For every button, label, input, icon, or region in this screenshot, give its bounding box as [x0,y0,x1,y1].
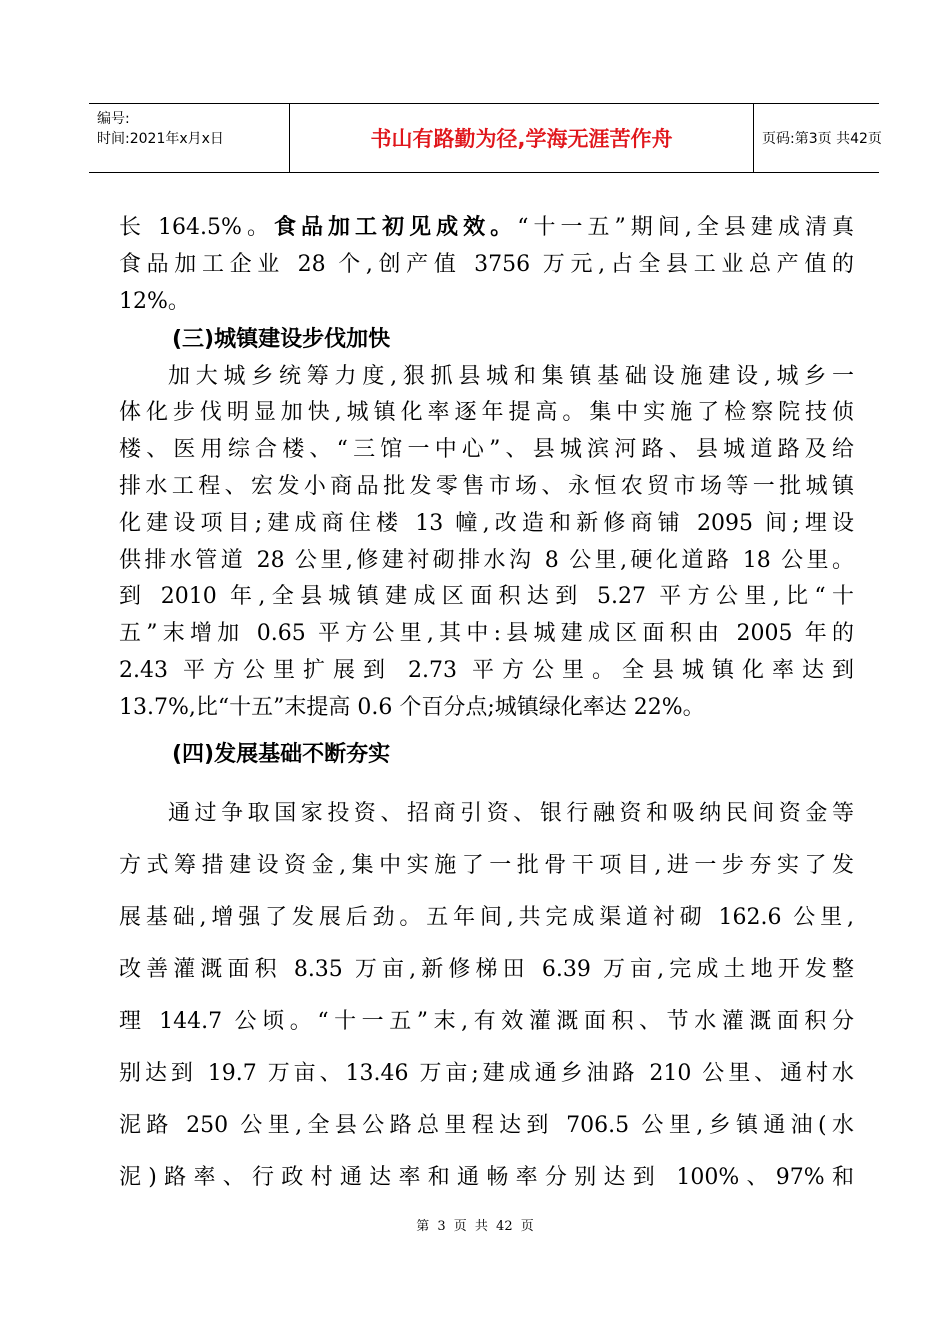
section-heading-3: (三)城镇建设步伐加快 [172,327,391,352]
paragraph-line: 改善灌溉面积 8.35 万亩,新修梯田 6.39 万亩,完成土地开发整 [119,957,854,982]
paragraph-line: 通过争取国家投资、招商引资、银行融资和吸纳民间资金等 [168,801,854,826]
header-left-cell [89,104,289,172]
document-time-label: 时间:2021年x月x日 [97,131,224,147]
paragraph-line: 别达到 19.7 万亩、13.46 万亩;建成通乡油路 210 公里、通村水 [119,1061,854,1086]
paragraph-line: 到 2010 年,全县城镇建成区面积达到 5.27 平方公里,比“十 [119,584,854,609]
paragraph-line: 2.43 平方公里扩展到 2.73 平方公里。全县城镇化率达到 [119,658,854,683]
bold-phrase: 食品加工初见成效。 [273,215,518,240]
body-line-1: 长 164.5%。食品加工初见成效。“十一五”期间,全县建成清真 [119,215,854,240]
paragraph-line: 泥)路率、行政村通达率和通畅率分别达到 100%、97%和 [119,1165,854,1190]
body-line-3: 12%。 [119,289,190,314]
paragraph-line: 展基础,增强了发展后劲。五年间,共完成渠道衬砌 162.6 公里, [119,905,854,930]
section-heading-4: (四)发展基础不断夯实 [172,742,391,767]
paragraph-line: 理 144.7 公顷。“十一五”末,有效灌溉面积、节水灌溉面积分 [119,1009,854,1034]
paragraph-line: 体化步伐明显加快,城镇化率逐年提高。集中实施了检察院技侦 [119,400,854,425]
paragraph-line: 加大城乡统筹力度,狠抓县城和集镇基础设施建设,城乡一 [168,364,854,389]
paragraph-line: 泥路 250 公里,全县公路总里程达到 706.5 公里,乡镇通油(水 [119,1113,854,1138]
header-motto: 书山有路勤为径,学海无涯苦作舟 [289,104,754,172]
page-footer: 第 3 页 共 42 页 [416,1219,534,1234]
paragraph-line: 13.7%,比“十五”末提高 0.6 个百分点;城镇绿化率达 22%。 [119,695,705,720]
document-number-label: 编号: [97,111,130,127]
paragraph-line: 排水工程、宏发小商品批发零售市场、永恒农贸市场等一批城镇 [119,474,854,499]
page-header [89,103,882,173]
paragraph-line: 供排水管道 28 公里,修建衬砌排水沟 8 公里,硬化道路 18 公里。 [119,548,854,573]
paragraph-line: 方式筹措建设资金,集中实施了一批骨干项目,进一步夯实了发 [119,853,854,878]
paragraph-line: 五”末增加 0.65 平方公里,其中:县城建成区面积由 2005 年的 [119,621,854,646]
header-page-label: 页码:第3页 共42页 [762,131,882,147]
paragraph-line: 化建设项目;建成商住楼 13 幢,改造和新修商铺 2095 间;埋设 [119,511,854,536]
paragraph-line: 楼、医用综合楼、“三馆一中心”、县城滨河路、县城道路及给 [119,437,854,462]
body-line-2: 食品加工企业 28 个,创产值 3756 万元,占全县工业总产值的 [119,252,854,277]
